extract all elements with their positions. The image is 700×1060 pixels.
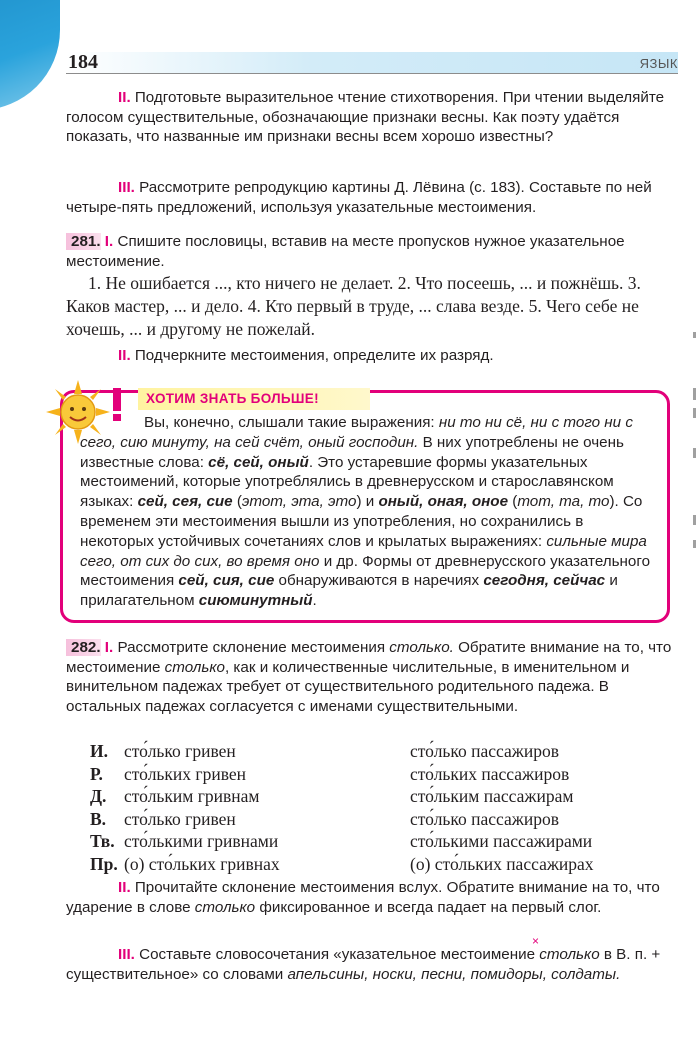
- case-label: Пр.: [90, 853, 118, 874]
- declension-row: [90, 853, 680, 876]
- task-text: в В. п. + существительное» со словами: [66, 946, 661, 983]
- exercise-282-task-iii: [66, 945, 678, 984]
- task-text: , как и количественные числительные, в именительном и винительном падежах требует от существительного родительного падежа. В остальных падежах согласуется с именами существительными.: [66, 658, 630, 715]
- info-text: и др. Формы от древнерусского указательного местоимения: [80, 552, 651, 590]
- form-passenger: сто́льких пассажиров: [410, 763, 570, 784]
- exercise-281-task-i: [66, 232, 678, 271]
- form-passenger: (о) сто́льких пассажирах: [410, 853, 594, 874]
- declension-table: [90, 740, 680, 875]
- info-text: (: [232, 493, 242, 511]
- header-bar: [66, 52, 678, 74]
- task-italic: столько: [194, 898, 256, 916]
- form-passenger: сто́лькими пассажирами: [410, 831, 593, 851]
- page-number: 184: [68, 51, 98, 73]
- exercise-282-task-ii: [66, 878, 678, 917]
- declension-row: [90, 740, 680, 763]
- case-label: Тв.: [90, 831, 115, 851]
- margin-mark: [693, 515, 696, 525]
- info-bold-italic: сё, сей, оный: [208, 453, 309, 471]
- roman-label: III.: [118, 946, 135, 963]
- exercise-282-task-i: [66, 638, 678, 716]
- info-bold-italic: сей, сея, сие: [137, 493, 233, 511]
- info-text: обнаруживаются в наречиях: [274, 572, 484, 590]
- info-bold-italic: сиюминутный: [198, 592, 313, 610]
- task-italic: столько: [539, 946, 600, 963]
- roman-label: II.: [118, 89, 131, 106]
- exercise-number: 281.: [66, 233, 101, 250]
- form-grivna: сто́льким гривнам: [124, 786, 260, 806]
- form-passenger: сто́лько пассажиров: [410, 741, 560, 761]
- info-text: и прилагательном: [80, 572, 618, 610]
- info-box-text: [80, 413, 660, 611]
- exercise-number: 282.: [66, 639, 101, 656]
- declension-row: [90, 830, 680, 853]
- form-grivna: (о) сто́льких гривнах: [124, 853, 280, 874]
- info-text: ) и: [356, 493, 379, 511]
- info-italic: этот, эта, это: [241, 493, 357, 511]
- task-text: Составьте словосочетания «указательное местоимение: [134, 946, 540, 963]
- form-passenger: сто́льким пассажирам: [410, 786, 574, 806]
- info-bold-italic: сегодня, сейчас: [483, 572, 606, 590]
- task-text: фиксированное и всегда падает на первый слог.: [255, 898, 602, 916]
- task-text: Спишите пословицы, вставив на месте пропусков нужное указательное местоимение.: [66, 233, 625, 270]
- task-text: Подчеркните местоимения, определите их разряд.: [130, 347, 494, 364]
- info-text: .: [312, 592, 317, 610]
- task-italic: столько: [164, 658, 225, 676]
- case-label: И.: [90, 741, 108, 761]
- roman-label: II.: [118, 347, 131, 364]
- info-bold-italic: сей, сия, сие: [178, 572, 275, 590]
- form-grivna: сто́лько гривен: [124, 741, 236, 761]
- info-italic: ни то ни сё, ни с того ни с сего, сию минуту, на сей счёт, оный господин.: [80, 414, 633, 451]
- form-grivna: сто́льких гривен: [124, 763, 246, 784]
- info-italic: тот, та, то: [517, 493, 610, 511]
- case-label: Р.: [90, 763, 103, 784]
- running-head: ЯЗЫК: [639, 56, 678, 71]
- form-grivna: сто́лько гривен: [124, 808, 236, 829]
- info-text: ). Со временем эти местоимения вышли из употребления, но сохранились в некоторых устойчивых сочетаниях слов и крылатых выражениях:: [80, 493, 643, 550]
- task-italic: столько.: [389, 639, 454, 656]
- stress-cross-mark: ×: [532, 934, 540, 948]
- roman-label: I.: [104, 233, 114, 250]
- task-ii-paragraph: [66, 88, 678, 147]
- info-text: Вы, конечно, слышали такие выражения:: [144, 414, 439, 431]
- declension-row: [90, 785, 680, 808]
- task-text: Подготовьте выразительное чтение стихотворения. При чтении выделяйте голосом существительные, обозначающие признаки весны. Как поэту удаётся показать, что названные им признаки весны всем хорошо известны?: [66, 89, 665, 145]
- case-label: Д.: [90, 786, 107, 806]
- task-text: Прочитайте склонение местоимения вслух. Обратите внимание на то, что ударение в слове: [66, 879, 660, 916]
- form-grivna: сто́лькими гривнами: [124, 831, 279, 851]
- roman-label: II.: [118, 879, 131, 896]
- corner-decoration: [0, 0, 60, 110]
- case-label: В.: [90, 808, 107, 829]
- header-rule: [66, 73, 678, 74]
- exercise-281-task-ii: [66, 346, 678, 366]
- info-text: (: [508, 493, 518, 511]
- task-text: Рассмотрите репродукцию картины Д. Лёвина (с. 183). Составьте по ней четыре-пять предложений, используя указательные местоимения.: [66, 179, 652, 216]
- info-text: . Это устаревшие формы указательных местоимений, которые употреблялись в древнерусском и старославянском языках:: [80, 453, 614, 511]
- declension-row: [90, 808, 680, 831]
- declension-row: [90, 763, 680, 786]
- task-text: Рассмотрите склонение местоимения: [113, 639, 390, 656]
- task-italic: апельсины, носки, песни, помидоры, солдаты.: [287, 965, 621, 983]
- info-box-title: ХОТИМ ЗНАТЬ БОЛЬШЕ!: [138, 388, 370, 410]
- roman-label: I.: [104, 639, 114, 656]
- info-italic: сильные мира сего, от сих до сих, во время оно: [80, 532, 647, 570]
- info-bold-italic: оный, оная, оное: [378, 493, 509, 511]
- info-text: В них употреблены не очень известные слова:: [80, 433, 624, 471]
- margin-mark: [693, 332, 696, 338]
- task-text: Обратите внимание на то, что местоимение: [66, 639, 672, 676]
- margin-mark: [693, 388, 696, 400]
- roman-label: III.: [118, 179, 135, 196]
- margin-mark: [693, 408, 696, 418]
- margin-mark: [693, 448, 696, 458]
- proverbs: 1. Не ошибается ..., кто ничего не делает. 2. Что посеешь, ... и пожнёшь. 3. Каков мастер, ... и дело. 4. Кто первый в труде, ... слава везде. 5. Чего себе не хочешь, ... и другому не пожелай.: [66, 273, 641, 339]
- margin-mark: [693, 540, 696, 548]
- task-iii-paragraph: [66, 178, 678, 217]
- form-passenger: сто́лько пассажиров: [410, 808, 560, 829]
